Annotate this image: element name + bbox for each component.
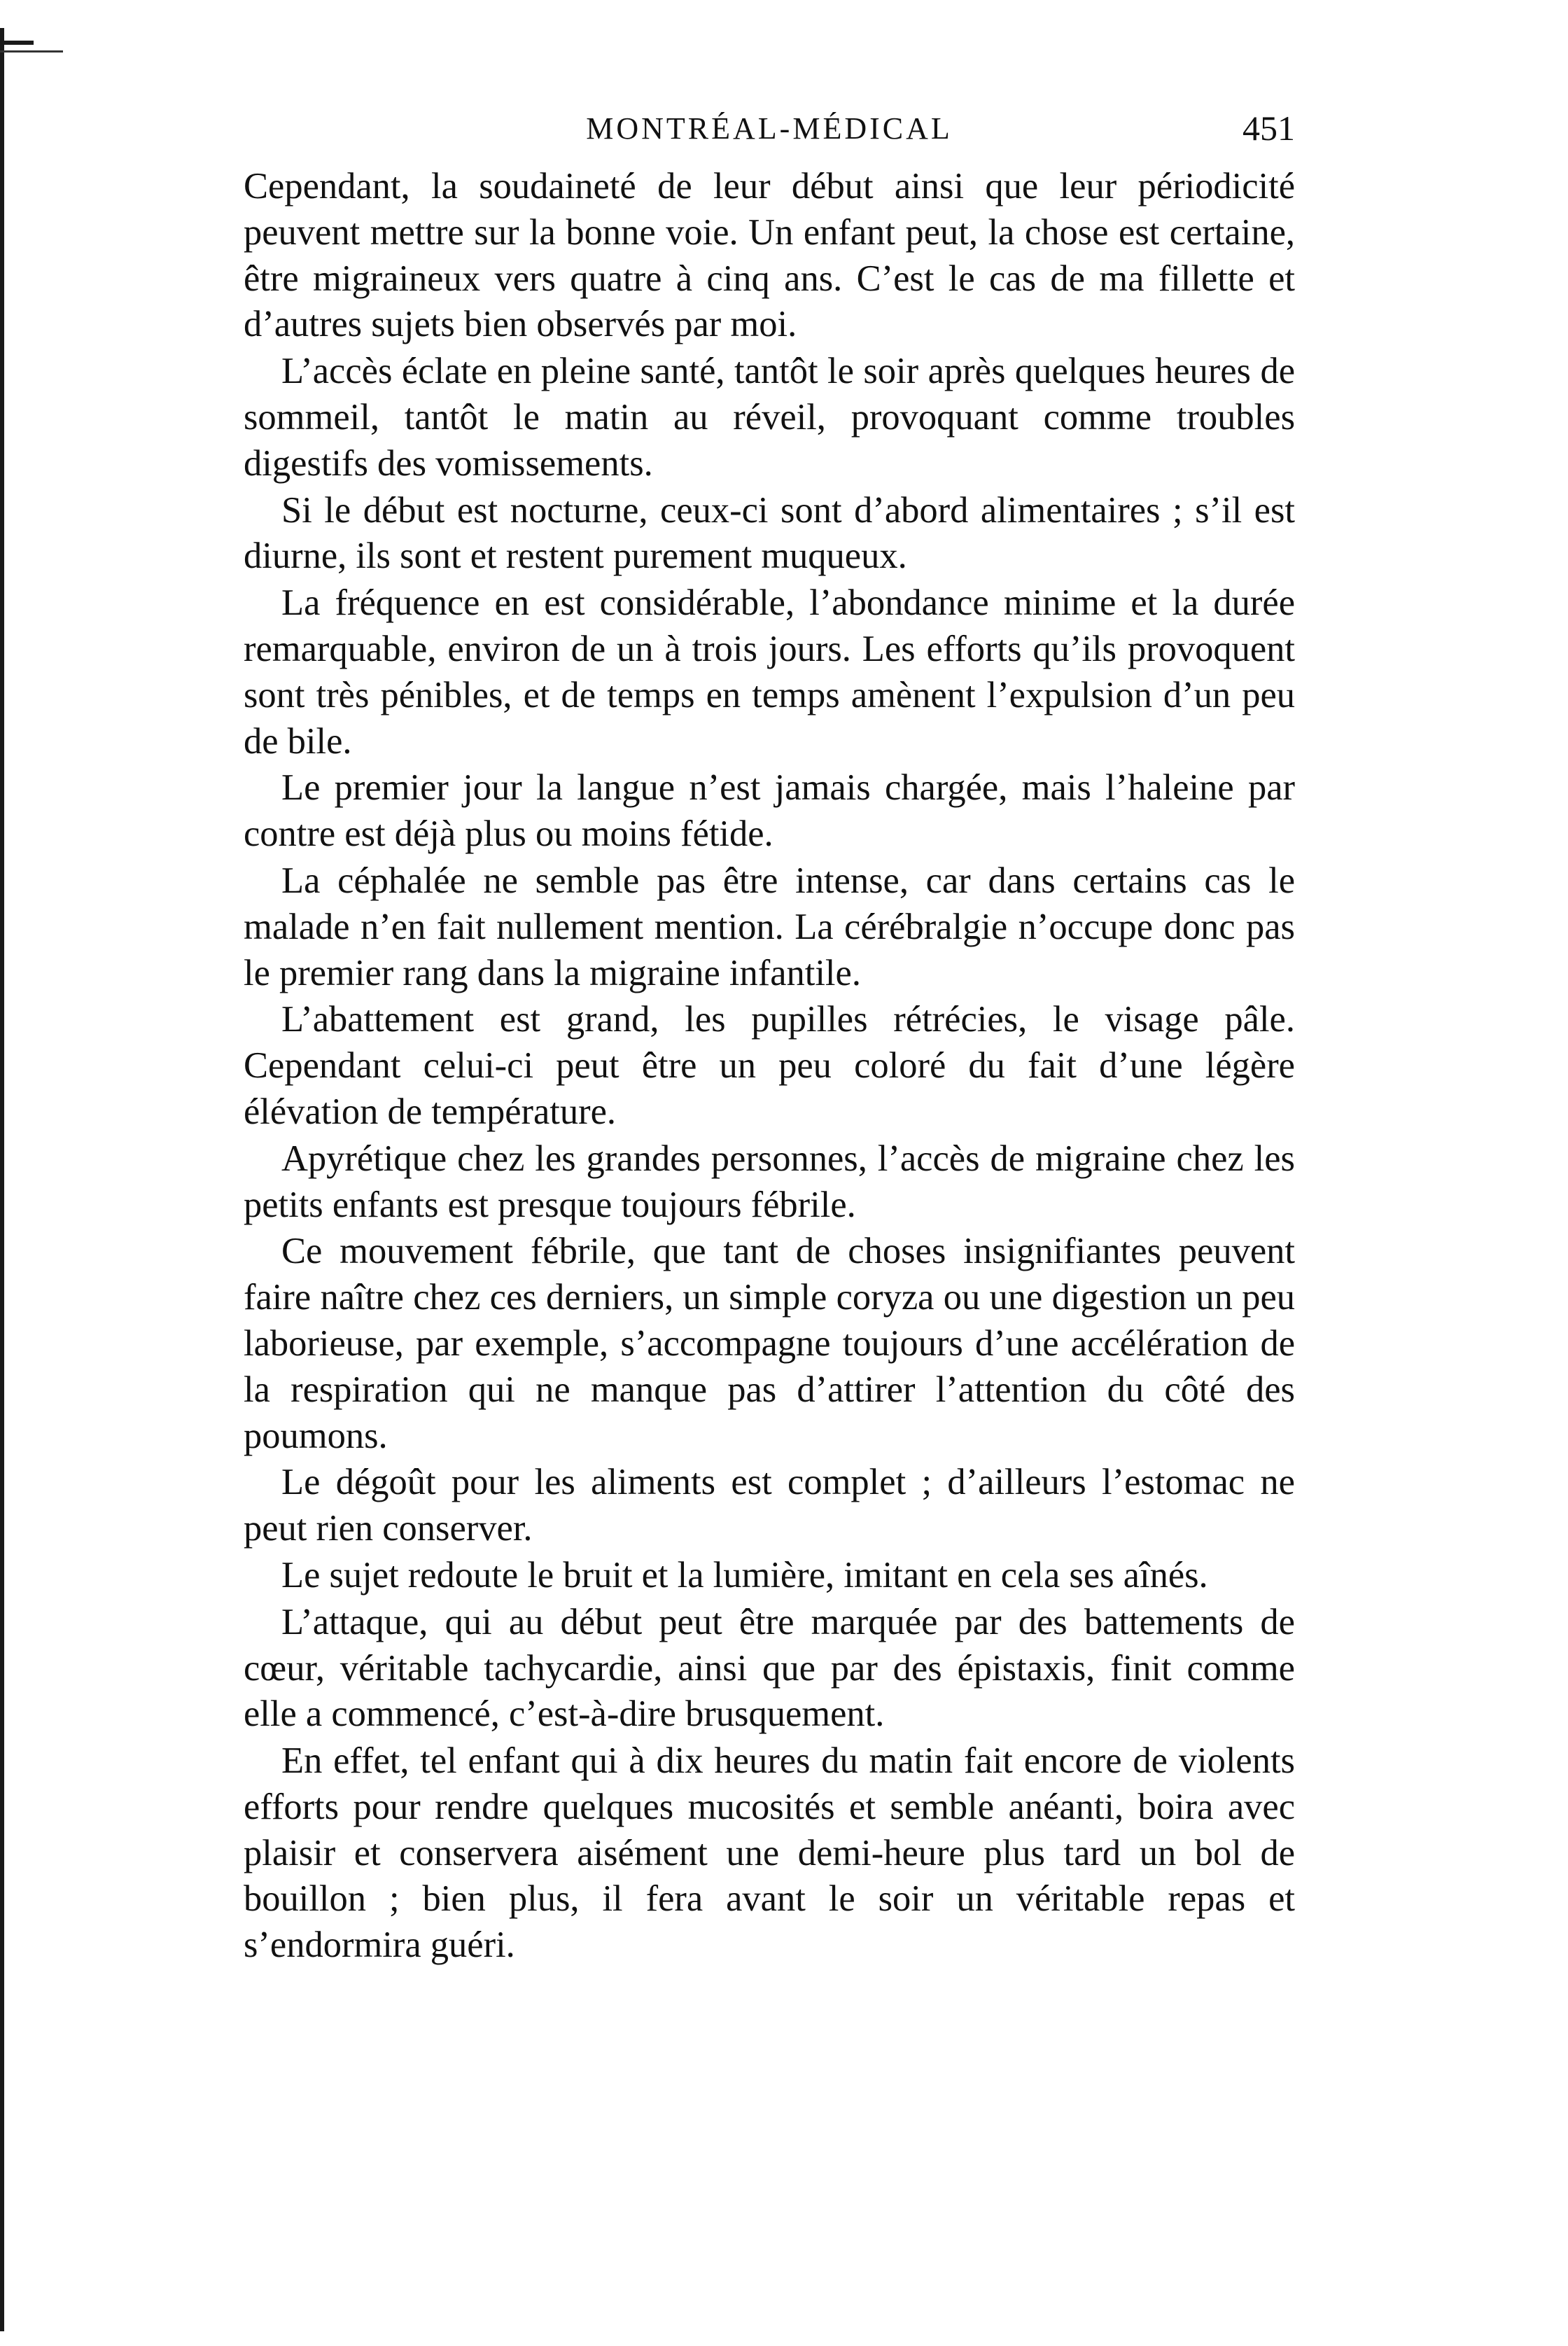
paragraph: Le sujet redoute le bruit et la lumière, imitant en cela ses aînés. (281, 1554, 1208, 1596)
paragraph: En effet, tel enfant qui à dix heures du matin fait encore de violents efforts pour rendre quelques mucosités et semble anéanti, boira avec plaisir et conservera aisément une demi-heure plus tard un bol de bouillon ; bien plus, il fera avant le soir un véritable repas et s’endormira guéri. (244, 1740, 1295, 1966)
body-text (244, 164, 1295, 1969)
running-head (244, 98, 1295, 154)
paragraph: L’abattement est grand, les pupilles rétrécies, le visage pâle. Cependant celui-ci peut être un peu coloré du fait d’une légère élévation de température. (244, 999, 1295, 1132)
paragraph: Le premier jour la langue n’est jamais chargée, mais l’haleine par contre est déjà plus ou moins fétide. (244, 767, 1295, 855)
paragraph: Ce mouvement fébrile, que tant de choses insignifiantes peuvent faire naître chez ces derniers, un simple coryza ou une digestion un peu laborieuse, par exemple, s’accompagne toujours d’une accélération de la respiration qui ne manque pas d’attirer l’attention du côté des poumons. (244, 1231, 1295, 1456)
paragraph: L’attaque, qui au début peut être marquée par des battements de cœur, véritable tachycardie, ainsi que par des épistaxis, finit comme elle a commencé, c’est-à-dire brusquement. (244, 1601, 1295, 1735)
paragraph: Le dégoût pour les aliments est complet ; d’ailleurs l’estomac ne peut rien conserver. (244, 1462, 1295, 1549)
scan-margin-mark (0, 41, 34, 45)
paragraph: Si le début est nocturne, ceux-ci sont d’abord alimentaires ; s’il est diurne, ils sont et restent purement muqueux. (244, 489, 1295, 577)
paragraph: Apyrétique chez les grandes personnes, l’accès de migraine chez les petits enfants est presque toujours fébrile. (244, 1138, 1295, 1225)
paragraph: Cependant, la soudaineté de leur début ainsi que leur périodicité peuvent mettre sur la bonne voie. Un enfant peut, la chose est certaine, être migraineux vers quatre à cinq ans. C’est le cas de ma fillette et d’autres sujets bien observés par moi. (244, 166, 1295, 345)
paragraph: La céphalée ne semble pas être intense, car dans certains cas le malade n’en fait nullement mention. La cérébralgie n’occupe donc pas le premier rang dans la migraine infantile. (244, 860, 1295, 993)
page-number: 451 (1242, 109, 1295, 148)
scan-margin-edge (0, 28, 4, 2331)
printed-page (244, 98, 1295, 1969)
paragraph: L’accès éclate en pleine santé, tantôt le soir après quelques heures de sommeil, tantôt le matin au réveil, provoquant comme troubles digestifs des vomissements. (244, 351, 1295, 484)
journal-title: MONTRÉAL-MÉDICAL (586, 111, 953, 146)
paragraph: La fréquence en est considérable, l’abondance minime et la durée remarquable, environ de un à trois jours. Les efforts qu’ils provoquent sont très pénibles, et de temps en temps amènent l’expulsion d’un peu de bile. (244, 582, 1295, 762)
scan-margin-mark-thin (0, 50, 63, 53)
